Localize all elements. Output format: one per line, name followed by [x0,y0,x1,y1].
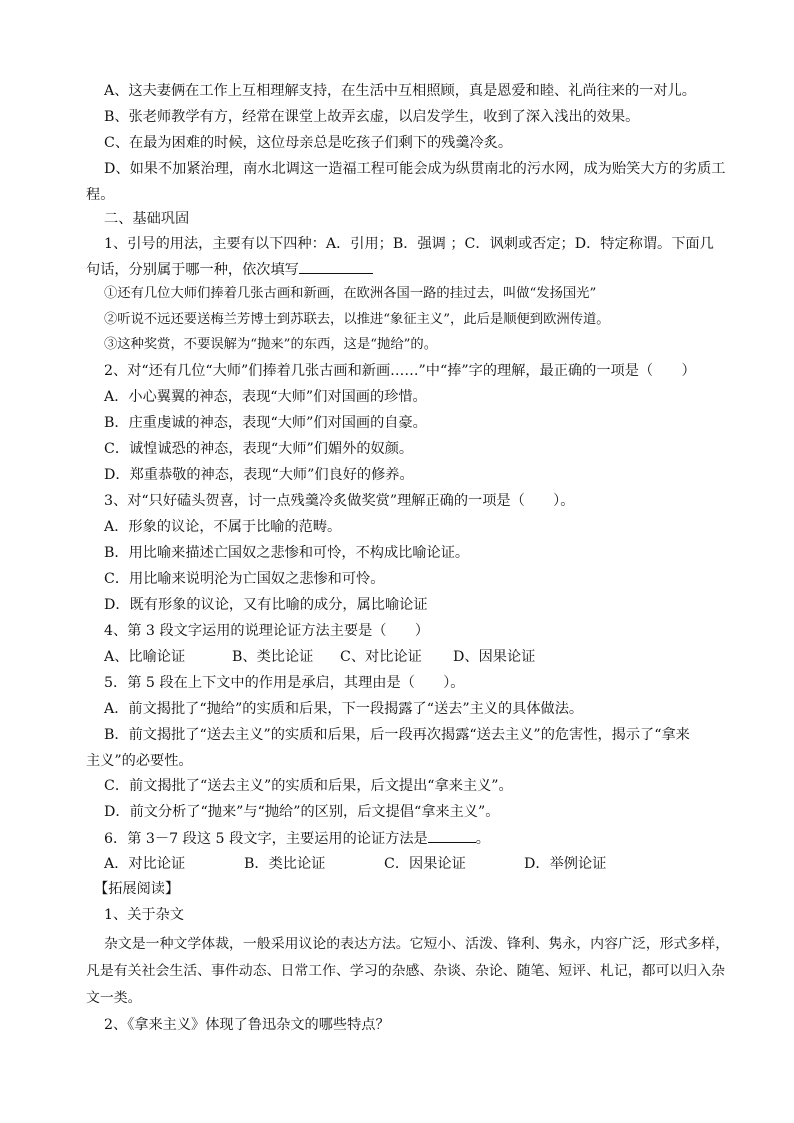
q6-option-c: C．因果论证 [384,856,466,872]
answer-blank[interactable] [299,260,373,274]
q5-option-c: C．前文揭批了“送去主义”的实质和后果，后文提出“拿来主义”。 [104,778,513,794]
q4-option-b: B、类比论证 [232,649,314,665]
q4-options [104,648,724,666]
extension-paragraph-line-1: 杂文是一种文学体裁，一般采用议论的表达方法。它短小、活泼、锋利、隽永，内容广泛，形式多样， [104,936,730,952]
extension-paragraph-line-3: 文一类。 [86,990,142,1006]
q6-options [104,855,724,873]
extension-subheading-1: 1、关于杂文 [104,907,184,923]
extension-heading: 【拓展阅读】 [94,881,180,897]
q6-option-b: B．类比论证 [244,856,326,872]
q3-option-a: A．形象的议论，不属于比喻的范畴。 [104,519,342,535]
q3-option-b: B．用比喻来描述亡国奴之悲惨和可怜，不构成比喻论证。 [104,545,470,561]
q5-option-a: A．前文揭批了“抛给”的实质和后果，下一段揭露了“送去”主义的具体做法。 [104,701,584,717]
q5-option-b: B．前文揭批了“送去主义”的实质和后果，后一段再次揭露“送去主义”的危害性，揭示了“拿来 [104,727,690,743]
q2-option-b: B．庄重虔诚的神态，表现“大师”们对国画的自豪。 [104,415,427,431]
option-d-continuation: 程。 [86,187,115,203]
option-a-line: A、这夫妻俩在工作上互相理解支持，在生活中互相照顾，真是恩爱和睦、礼尚往来的一对儿。 [104,83,696,99]
q6-option-a: A．对比论证 [104,856,186,872]
option-b-line: B、张老师教学有方，经常在课堂上故弄玄虚，以启发学生，收到了深入浅出的效果。 [104,109,640,125]
q6-stem-text: 6．第 3－7 段这 5 段文字，主要运用的论证方法是 [104,831,428,847]
q2-option-a: A．小心翼翼的神态，表现“大师”们对国画的珍惜。 [104,389,427,405]
q1-sentence-1: ①还有几位大师们捧着几张古画和新画，在欧洲各国一路的挂过去，叫做“发扬国光” [104,286,597,301]
extension-paragraph-line-2: 凡是有关社会生活、事件动态、日常工作、学习的杂感、杂谈、杂论、随笔、短评、札记，都可以归入杂 [86,963,725,979]
section-heading: 二、基础巩固 [104,211,190,227]
q6-stem [104,829,724,848]
q1-stem: 1、引号的用法，主要有以下四种：A．引用；B．强调 ；C．讽刺或否定；D．特定称谓。下面几 [104,236,714,252]
q1-stem-text: 句话，分别属于哪一种，依次填写 [86,262,299,278]
q2-option-d: D．郑重恭敬的神态，表现“大师”们良好的修养。 [104,467,414,483]
q4-option-c: C、对比论证 [340,649,422,665]
q4-option-d: D、因果论证 [453,649,536,665]
q5-option-b-continued: 主义”的必要性。 [86,753,193,769]
q2-option-c: C．诚惶诚恐的神态，表现“大师”们媚外的奴颜。 [104,441,414,457]
q2-stem: 2、对“还有几位“大师”们捧着几张古画和新画……”中“捧”字的理解，最正确的一项是（ ） [104,363,696,379]
q3-option-c: C．用比喻来说明沦为亡国奴之悲惨和可怜。 [104,571,385,587]
extension-subheading-2: 2、《拿来主义》体现了鲁迅杂文的哪些特点？ [104,1017,390,1033]
q6-option-d: D．举例论证 [524,856,607,872]
answer-blank[interactable] [428,829,476,843]
option-c-line: C、在最为困难的时候，这位母亲总是吃孩子们剩下的残羹冷炙。 [104,135,513,151]
q3-stem: 3、对“只好磕头贺喜，讨一点残羹冷炙做奖赏”理解正确的一项是（ ）。 [104,493,575,509]
q5-stem: 5．第 5 段在上下文中的作用是承启，其理由是（ ）。 [104,675,465,691]
q3-option-d: D．既有形象的议论，又有比喻的成分，属比喻论证 [104,597,428,613]
q6-stem-end: 。 [475,831,490,847]
q5-option-d: D．前文分析了“抛来”与“抛给”的区别，后文提倡“拿来主义”。 [104,804,500,820]
q1-sentence-2: ②听说不远还要送梅兰芳博士到苏联去，以推进“象征主义”，此后是顺便到欧洲传道。 [104,312,610,327]
option-d-line: D、如果不加紧治理，南水北调这一造福工程可能会成为纵贯南北的污水网，成为贻笑大方的劣质工 [104,161,726,177]
q1-stem-continued [86,260,706,279]
q1-sentence-3: ③这种奖赏，不要误解为“抛来”的东西，这是“抛给”的。 [104,337,438,352]
q4-stem: 4、第 3 段文字运用的说理论证方法主要是（ ） [104,623,430,639]
q4-option-a: A、比喻论证 [104,649,186,665]
